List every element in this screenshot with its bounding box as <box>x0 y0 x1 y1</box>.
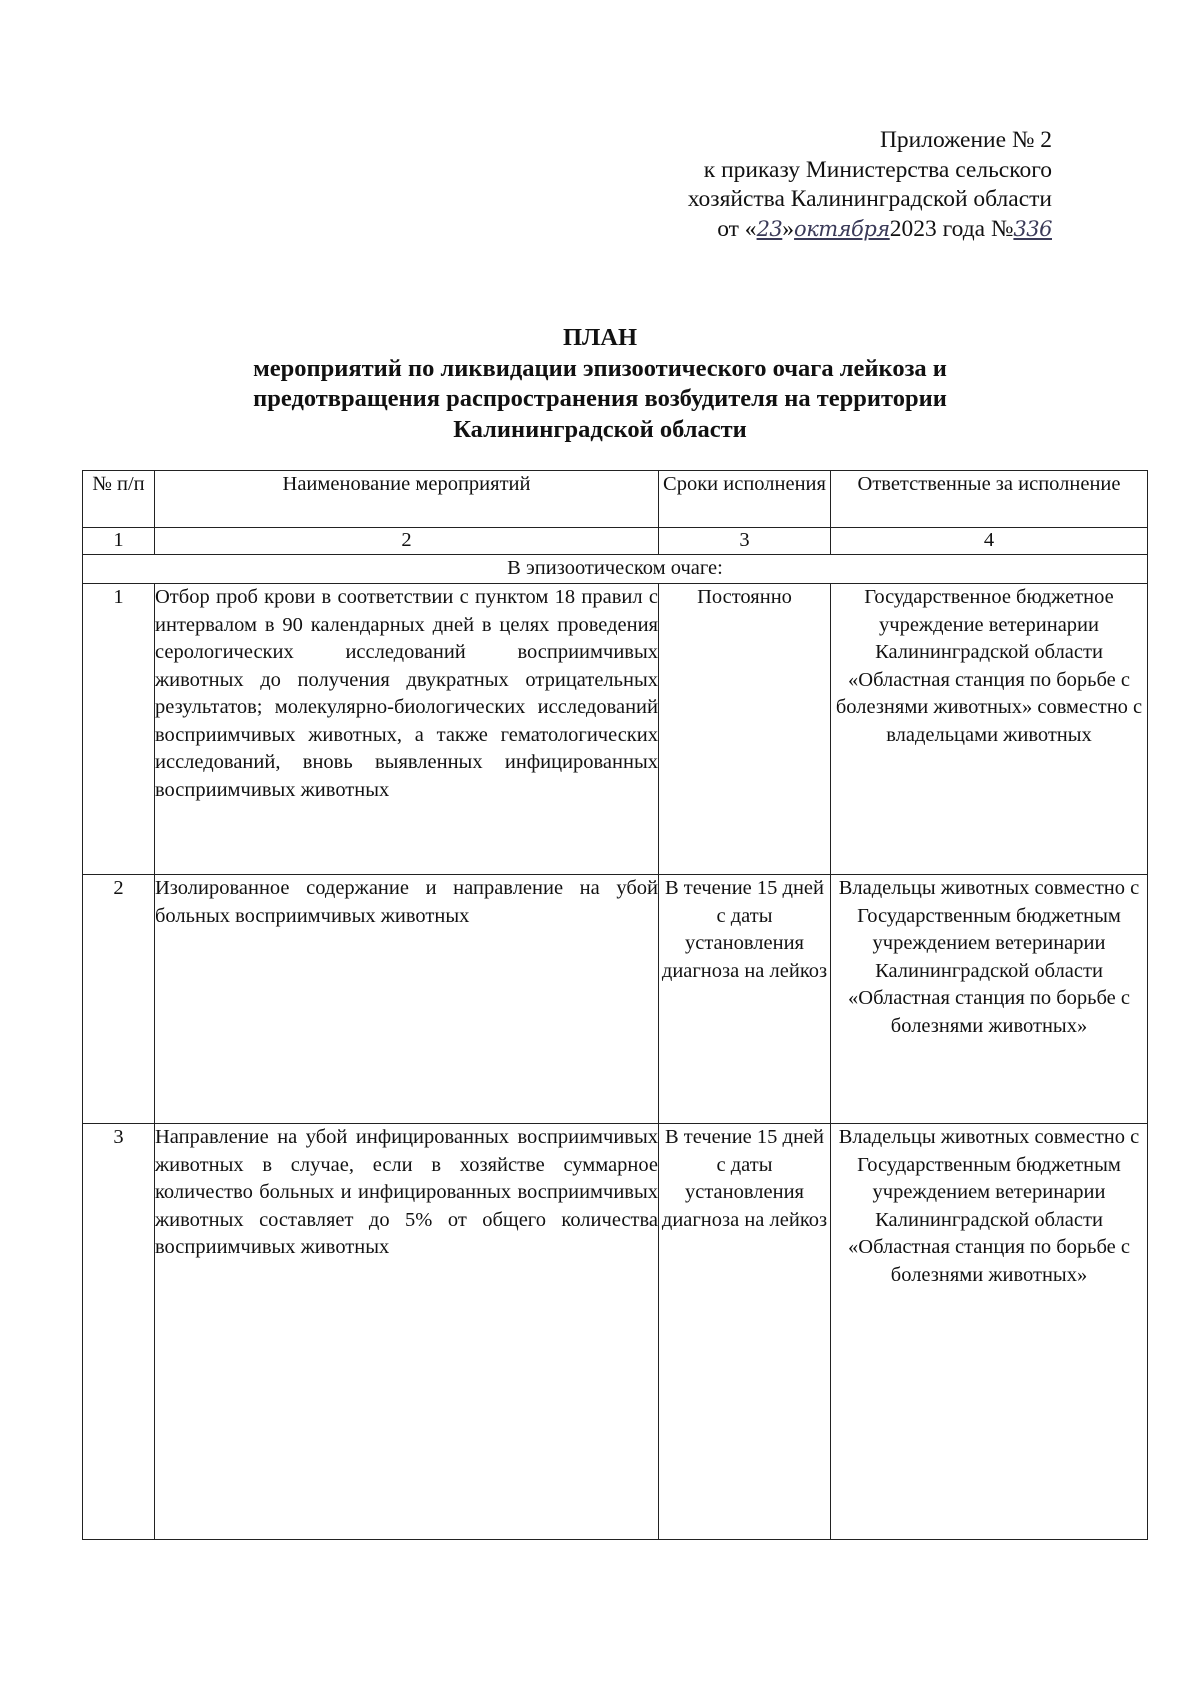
header-name: Наименование мероприятий <box>155 471 659 528</box>
handwritten-order-number: 336 <box>1013 216 1052 241</box>
table-row <box>83 875 1148 1124</box>
document-title <box>0 323 1200 445</box>
plan-table <box>82 470 1148 1540</box>
header-resp: Ответственные за исполнение <box>831 471 1148 528</box>
appendix-date-line <box>688 215 1052 245</box>
row-measure: Отбор проб крови в соответствии с пунктом 18 правил с интервалом в 90 календарных дней в целях проведения серологических исследований восприимчивых животных до получения двукратных отрицательных результатов; молекулярно-биологических исследований восприимчивых животных, а также гематологических исследований, вновь выявленных инфицированных восприимчивых животных <box>155 584 659 875</box>
title-sub-1: мероприятий по ликвидации эпизоотического очага лейкоза и <box>253 354 947 382</box>
row-number: 2 <box>83 875 155 1124</box>
row-number: 3 <box>83 1124 155 1540</box>
date-prefix: от « <box>717 215 757 242</box>
row-term: В течение 15 дней с даты установления диагноза на лейкоз <box>659 1124 831 1540</box>
column-number: 3 <box>659 528 831 555</box>
section-row <box>83 555 1148 584</box>
column-number: 1 <box>83 528 155 555</box>
handwritten-month: октября <box>794 216 890 241</box>
row-responsible: Государственное бюджетное учреждение ветеринарии Калининградской области «Областная станция по борьбе с болезнями животных» совместно с владельцами животных <box>831 584 1148 875</box>
row-measure: Изолированное содержание и направление на убой больных восприимчивых животных <box>155 875 659 1124</box>
appendix-title: Приложение № 2 <box>879 127 1052 153</box>
appendix-order-ref: к приказу Министерства сельского <box>703 156 1052 183</box>
row-responsible: Владельцы животных совместно с Государственным бюджетным учреждением ветеринарии Калининградской области «Областная станция по борьбе с болезнями животных» <box>831 1124 1148 1540</box>
appendix-header <box>688 126 1052 244</box>
row-responsible: Владельцы животных совместно с Государственным бюджетным учреждением ветеринарии Калининградской области «Областная станция по борьбе с болезнями животных» <box>831 875 1148 1124</box>
handwritten-day: 23 <box>756 216 783 241</box>
title-sub-2: предотвращения распространения возбудителя на территории <box>253 385 947 412</box>
column-number: 4 <box>831 528 1148 555</box>
title-sub-3: Калининградской области <box>453 415 747 443</box>
date-mid: » <box>782 215 795 242</box>
section-title: В эпизоотическом очаге: <box>83 555 1148 584</box>
table-row <box>83 584 1148 875</box>
header-term: Сроки исполнения <box>659 471 831 528</box>
header-num: № п/п <box>83 471 155 528</box>
column-number-row <box>83 528 1148 555</box>
row-term: Постоянно <box>659 584 831 875</box>
appendix-ministry: хозяйства Калининградской области <box>687 186 1052 212</box>
column-number: 2 <box>155 528 659 555</box>
table-row <box>83 1124 1148 1540</box>
title-main: ПЛАН <box>562 324 638 351</box>
date-year: 2023 года № <box>889 215 1014 242</box>
row-number: 1 <box>83 584 155 875</box>
row-term: В течение 15 дней с даты установления диагноза на лейкоз <box>659 875 831 1124</box>
table-header-row <box>83 471 1148 528</box>
row-measure: Направление на убой инфицированных восприимчивых животных в случае, если в хозяйстве суммарное количество больных и инфицированных восприимчивых животных составляет до 5% от общего количества восприимчивых животных <box>155 1124 659 1540</box>
